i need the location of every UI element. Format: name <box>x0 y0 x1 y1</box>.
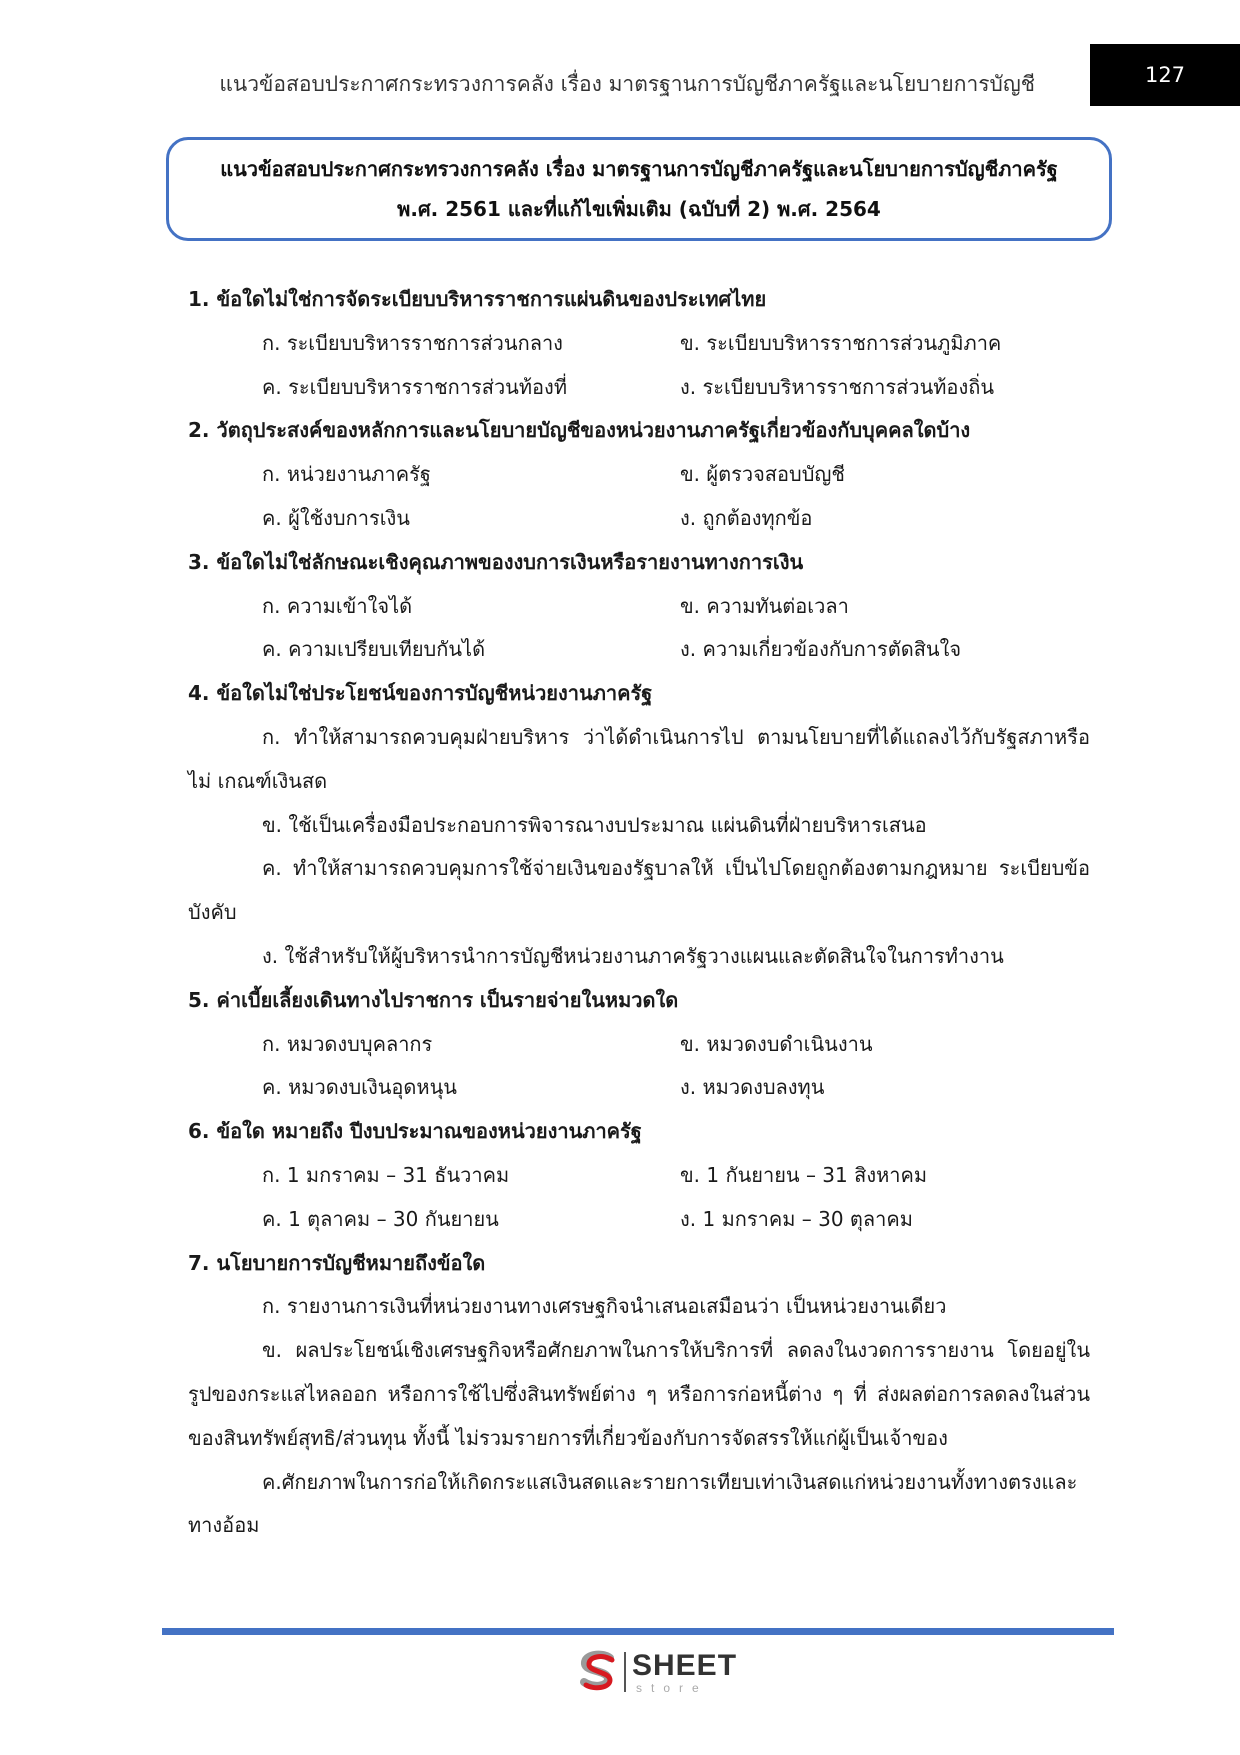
question-5: 5. ค่าเบี้ยเลี้ยงเดินทางไปราชการ เป็นรายจ่ายในหมวดใด <box>188 987 679 1012</box>
option-7c: ค.ศักยภาพในการก่อให้เกิดกระแสเงินสดและรายการเทียบเท่าเงินสดแก่หน่วยงานทั้งทางตรงและทางอ้อม <box>188 1469 1078 1538</box>
option-4b: ข. ใช้เป็นเครื่องมือประกอบการพิจารณางบประมาณ แผ่นดินที่ฝ่ายบริหารเสนอ <box>262 812 927 837</box>
option-1b: ข. ระเบียบบริหารราชการส่วนภูมิภาค <box>680 330 1002 355</box>
sheet-store-logo <box>574 1648 737 1696</box>
option-row <box>188 366 1090 410</box>
logo-sheet-text: SHEET <box>632 1648 738 1682</box>
option-5c: ค. หมวดงบเงินอุดหนุน <box>262 1075 457 1100</box>
option-5d: ง. หมวดงบลงทุน <box>680 1075 825 1100</box>
title-box <box>166 137 1112 241</box>
option-6c: ค. 1 ตุลาคม – 30 กันยายน <box>262 1206 499 1231</box>
option-6d: ง. 1 มกราคม – 30 ตุลาคม <box>680 1206 913 1231</box>
option-row <box>188 453 1090 497</box>
question-7: 7. นโยบายการบัญชีหมายถึงข้อใด <box>188 1250 486 1275</box>
option-3b: ข. ความทันต่อเวลา <box>680 593 849 618</box>
option-7a: ก. รายงานการเงินที่หน่วยงานทางเศรษฐกิจนำเสนอเสมือนว่า เป็นหน่วยงานเดียว <box>262 1294 947 1319</box>
logo-separator <box>624 1652 626 1692</box>
title-line-2: พ.ศ. 2561 และที่แก้ไขเพิ่มเติม (ฉบับที่ 2) พ.ศ. 2564 <box>397 197 881 221</box>
running-header: แนวข้อสอบประกาศกระทรวงการคลัง เรื่อง มาตรฐานการบัญชีภาครัฐและนโยบายการบัญชี <box>219 72 1035 96</box>
option-4d: ง. ใช้สำหรับให้ผู้บริหารนำการบัญชีหน่วยงานภาครัฐวางแผนและตัดสินใจในการทำงาน <box>262 943 1004 968</box>
option-2d: ง. ถูกต้องทุกข้อ <box>680 505 813 530</box>
question-4: 4. ข้อใดไม่ใช่ประโยชน์ของการบัญชีหน่วยงานภาครัฐ <box>188 681 653 706</box>
title-line-1: แนวข้อสอบประกาศกระทรวงการคลัง เรื่อง มาตรฐานการบัญชีภาครัฐและนโยบายการบัญชีภาครัฐ <box>220 157 1058 181</box>
option-3a: ก. ความเข้าใจได้ <box>262 593 413 618</box>
option-row <box>188 1198 1090 1242</box>
option-row <box>188 322 1090 366</box>
option-1c: ค. ระเบียบบริหารราชการส่วนท้องที่ <box>262 374 567 399</box>
logo-store-text: store <box>636 1680 708 1695</box>
footer-rule <box>162 1628 1114 1635</box>
option-row <box>188 1023 1090 1067</box>
question-list <box>188 278 1090 1548</box>
option-6b: ข. 1 กันยายน – 31 สิงหาคม <box>680 1162 928 1187</box>
option-6a: ก. 1 มกราคม – 31 ธันวาคม <box>262 1162 510 1187</box>
question-6: 6. ข้อใด หมายถึง ปีงบประมาณของหน่วยงานภาครัฐ <box>188 1119 642 1144</box>
option-4c: ค. ทำให้สามารถควบคุมการใช้จ่ายเงินของรัฐบาลให้ เป็นไปโดยถูกต้องตามกฎหมาย ระเบียบข้อบังคับ <box>188 856 1090 925</box>
option-5b: ข. หมวดงบดำเนินงาน <box>680 1031 873 1056</box>
option-4a: ก. ทำให้สามารถควบคุมฝ่ายบริหาร ว่าได้ดำเนินการไป ตามนโยบายที่ได้แถลงไว้กับรัฐสภาหรือไม่ เกณฑ์เงินสด <box>188 724 1090 793</box>
option-row <box>188 497 1090 541</box>
option-5a: ก. หมวดงบบุคลากร <box>262 1031 433 1056</box>
logo-text <box>632 1648 738 1695</box>
option-2b: ข. ผู้ตรวจสอบบัญชี <box>680 462 846 487</box>
question-1: 1. ข้อใดไม่ใช่การจัดระเบียบบริหารราชการแผ่นดินของประเทศไทย <box>188 287 767 311</box>
question-2: 2. วัตถุประสงค์ของหลักการและนโยบายบัญชีของหน่วยงานภาครัฐเกี่ยวข้องกับบุคคลใดบ้าง <box>188 418 971 443</box>
sheet-store-s-logo-icon <box>574 1648 622 1696</box>
option-row <box>188 1154 1090 1198</box>
option-1d: ง. ระเบียบบริหารราชการส่วนท้องถิ่น <box>680 374 994 399</box>
option-2a: ก. หน่วยงานภาครัฐ <box>262 462 431 487</box>
option-2c: ค. ผู้ใช้งบการเงิน <box>262 505 410 530</box>
option-row <box>188 585 1090 629</box>
option-1a: ก. ระเบียบบริหารราชการส่วนกลาง <box>262 330 563 355</box>
page-number: 127 <box>1090 44 1240 106</box>
option-row <box>188 628 1090 672</box>
option-7b: ข. ผลประโยชน์เชิงเศรษฐกิจหรือศักยภาพในการให้บริการที่ ลดลงในงวดการรายงาน โดยอยู่ในรูปของกระแสไหลออก หรือการใช้ไปซึ่งสินทรัพย์ต่าง ๆ หรือการก่อหนี้ต่าง ๆ ที่ ส่งผลต่อการลดลงในส่วนของสินทรัพย์สุทธิ/ส่วนทุน ทั้งนี้ ไม่รวมรายการที่เกี่ยวข้องกับการจัดสรรให้แก่ผู้เป็นเจ้าของ <box>188 1338 1090 1450</box>
option-3d: ง. ความเกี่ยวข้องกับการตัดสินใจ <box>680 637 962 662</box>
question-3: 3. ข้อใดไม่ใช่ลักษณะเชิงคุณภาพของงบการเงินหรือรายงานทางการเงิน <box>188 549 804 574</box>
option-3c: ค. ความเปรียบเทียบกันได้ <box>262 637 486 662</box>
option-row <box>188 1066 1090 1110</box>
